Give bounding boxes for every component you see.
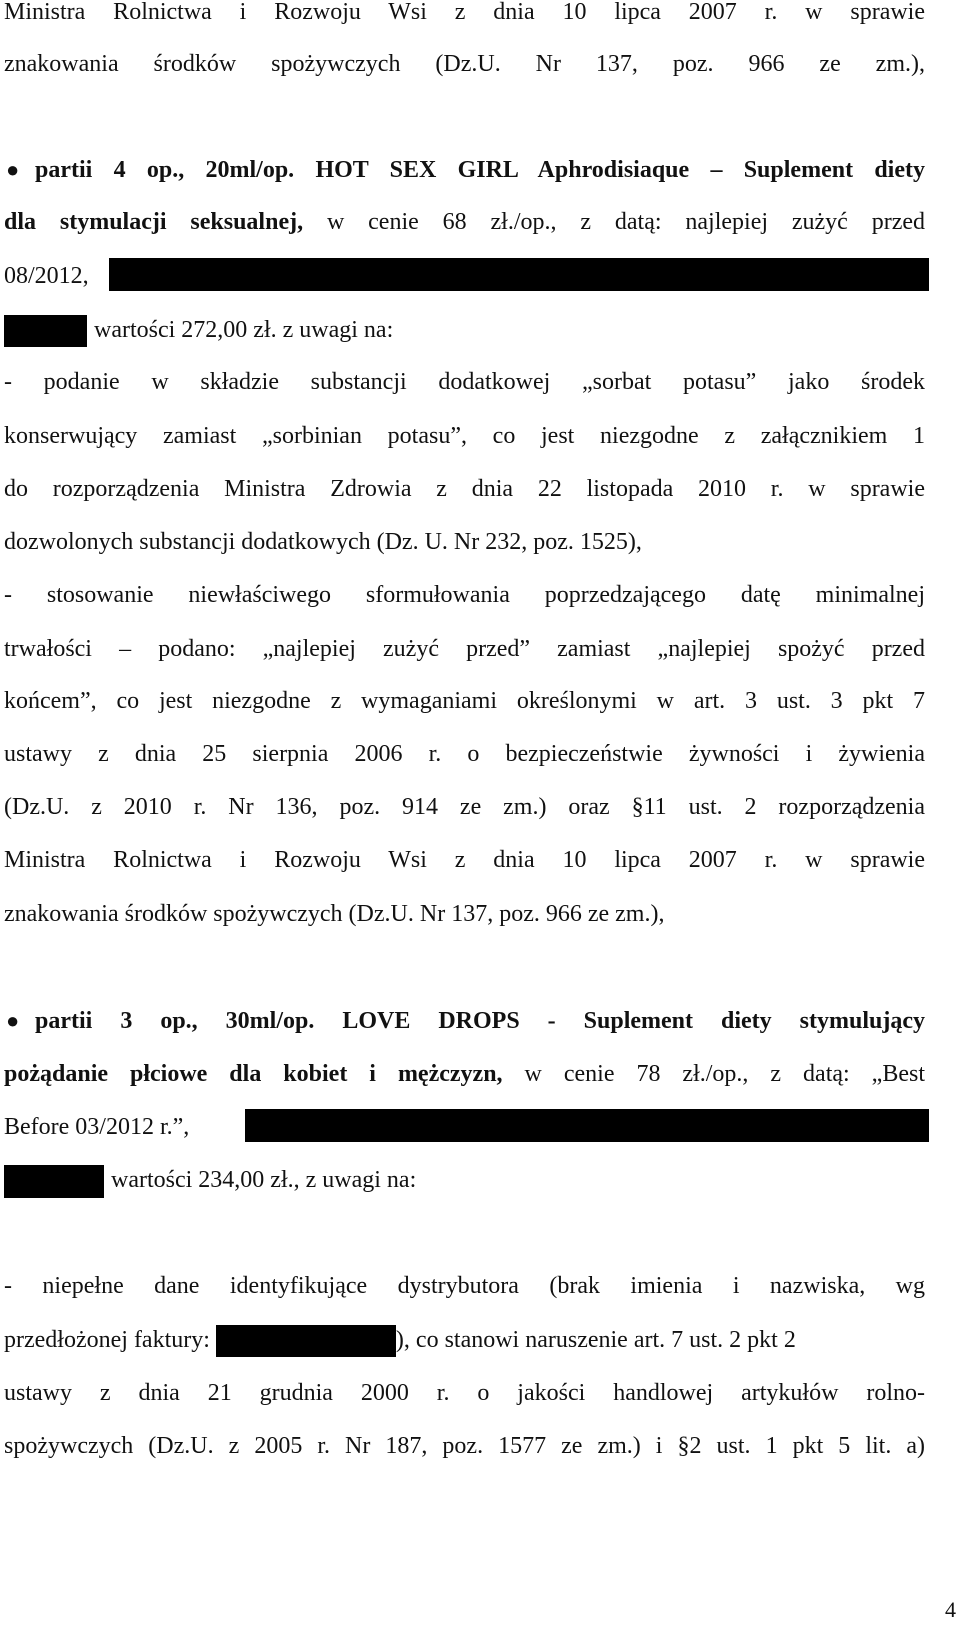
redaction-block: [4, 1165, 104, 1198]
text-span: 08/2012,: [4, 263, 89, 289]
text-line: ustawy z dnia 21 grudnia 2000 r. o jakości handlowej artykułów rolno-: [4, 1380, 925, 1406]
text-line: znakowania środków spożywczych (Dz.U. Nr 137, poz. 966 ze zm.),: [4, 901, 665, 927]
text-line: [4, 1320, 925, 1360]
text-span: wartości 272,00 zł. z uwagi na:: [94, 317, 394, 343]
bold-text: pożądanie płciowe dla kobiet i mężczyzn,: [4, 1061, 503, 1087]
text-line: - stosowanie niewłaściwego sformułowania poprzedzającego datę minimalnej: [4, 582, 925, 608]
text-line: [4, 1054, 925, 1094]
text-line: ustawy z dnia 25 sierpnia 2006 r. o bezpieczeństwie żywności i żywienia: [4, 741, 925, 767]
bullet-item: [4, 150, 925, 190]
text-line: znakowania środków spożywczych (Dz.U. Nr 137, poz. 966 ze zm.),: [4, 51, 925, 77]
text-line: Ministra Rolnictwa i Rozwoju Wsi z dnia 10 lipca 2007 r. w sprawie: [4, 0, 925, 25]
text-span: wartości 234,00 zł., z uwagi na:: [111, 1167, 417, 1193]
text-line: trwałości – podano: „najlepiej zużyć przed” zamiast „najlepiej spożyć przed: [4, 636, 925, 662]
bullet-text: partii 3 op., 30ml/op. LOVE DROPS - Suplement diety stymulujący: [35, 1008, 925, 1034]
text-line: - niepełne dane identyfikujące dystrybutora (brak imienia i nazwiska, wg: [4, 1273, 925, 1299]
redaction-block: [245, 1109, 929, 1142]
text-line: Ministra Rolnictwa i Rozwoju Wsi z dnia 10 lipca 2007 r. w sprawie: [4, 847, 925, 873]
bullet-icon: ●: [6, 1008, 20, 1033]
text-span: Before 03/2012 r.”,: [4, 1114, 190, 1140]
redaction-block: [216, 1325, 396, 1357]
page-number: 4: [945, 1597, 956, 1622]
bullet-icon: ●: [6, 157, 20, 182]
text-span: ), co stanowi naruszenie art. 7 ust. 2 pkt 2: [395, 1327, 796, 1353]
redaction-block: [4, 315, 87, 347]
text-line: [4, 1107, 189, 1147]
document-page: [4, 0, 925, 1628]
text-line: końcem”, co jest niezgodne z wymaganiami określonymi w art. 3 ust. 3 pkt 7: [4, 688, 925, 714]
bold-text: dla stymulacji seksualnej,: [4, 209, 304, 235]
bullet-text: partii 4 op., 20ml/op. HOT SEX GIRL Aphrodisiaque – Suplement diety: [35, 157, 925, 183]
text-line: - podanie w składzie substancji dodatkowej „sorbat potasu” jako środek: [4, 369, 925, 395]
text-line: do rozporządzenia Ministra Zdrowia z dnia 22 listopada 2010 r. w sprawie: [4, 476, 925, 502]
text-line: [4, 202, 925, 242]
text-line: (Dz.U. z 2010 r. Nr 136, poz. 914 ze zm.) oraz §11 ust. 2 rozporządzenia: [4, 794, 925, 820]
text-line: [4, 1160, 416, 1200]
text-line: konserwujący zamiast „sorbinian potasu”, co jest niezgodne z załącznikiem 1: [4, 423, 925, 449]
redaction-block: [109, 258, 929, 291]
bullet-item: [4, 1001, 925, 1041]
text-line: [4, 310, 393, 350]
text-line: spożywczych (Dz.U. z 2005 r. Nr 187, poz. 1577 ze zm.) i §2 ust. 1 pkt 5 lit. a): [4, 1433, 925, 1459]
text-line: dozwolonych substancji dodatkowych (Dz. U. Nr 232, poz. 1525),: [4, 529, 642, 555]
text-span: przedłożonej faktury:: [4, 1327, 216, 1353]
text-span: w cenie 68 zł./op., z datą: najlepiej zużyć przed: [303, 209, 926, 235]
text-span: w cenie 78 zł./op., z datą: „Best: [502, 1061, 925, 1087]
